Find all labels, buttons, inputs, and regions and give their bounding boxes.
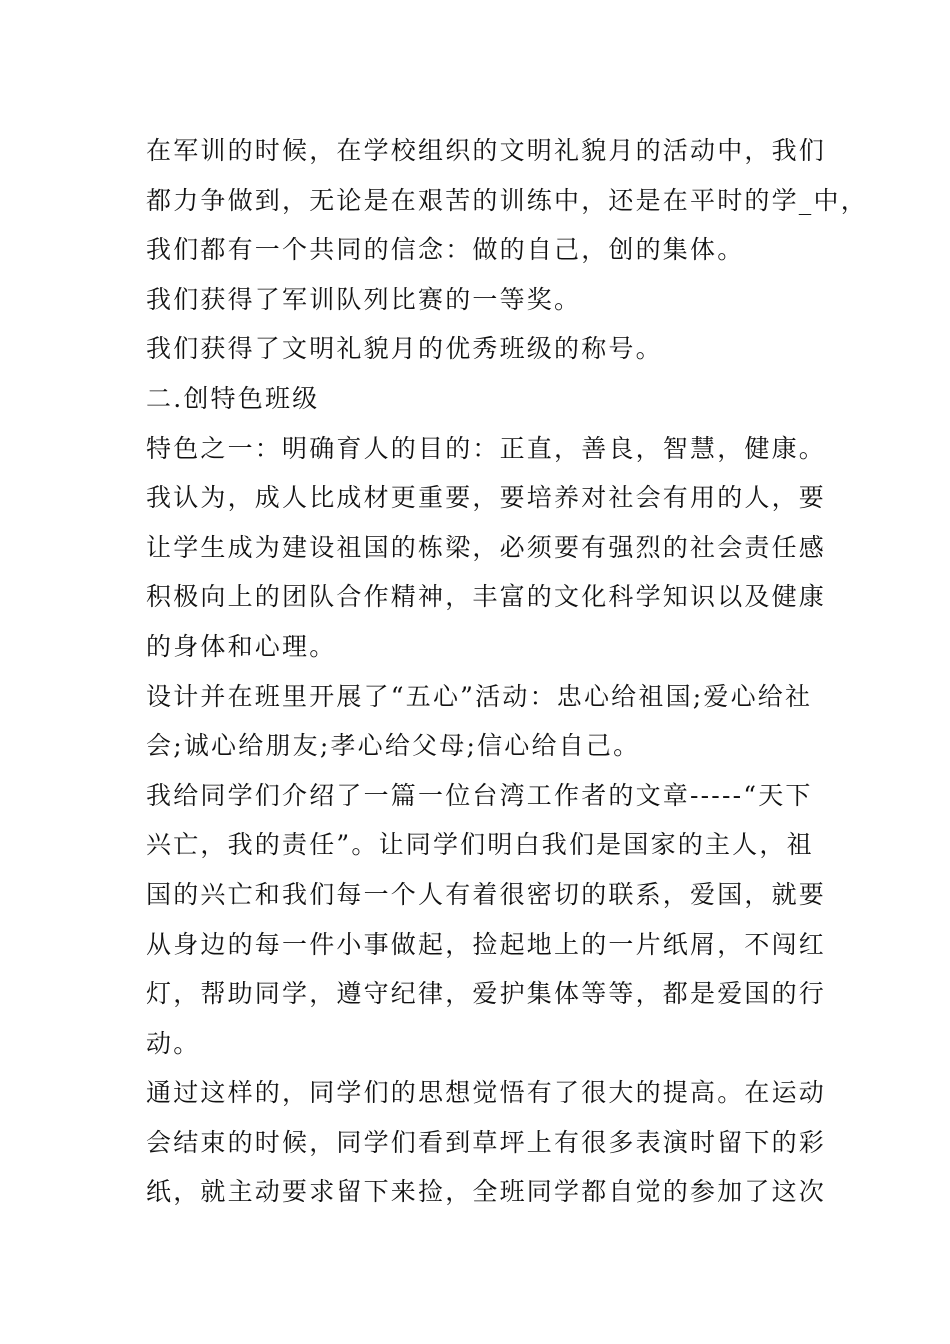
text-line: 纸，就主动要求留下来捡，全班同学都自觉的参加了这次 bbox=[146, 1177, 827, 1207]
text-line: 我们都有一个共同的信念：做的自己，创的集体。 bbox=[146, 235, 745, 265]
document-body bbox=[146, 126, 868, 1217]
text-line: 我认为，成人比成材更重要，要培养对社会有用的人，要 bbox=[146, 483, 827, 513]
text-line: 从身边的每一件小事做起，捡起地上的一片纸屑，不闯红 bbox=[146, 929, 827, 959]
text-line: 动。 bbox=[146, 1028, 201, 1058]
text-line: 会;诚心给朋友;孝心给父母;信心给自己。 bbox=[146, 731, 641, 761]
text-line: 设计并在班里开展了“五心”活动：忠心给祖国;爱心给社 bbox=[146, 681, 813, 711]
text-line: 我给同学们介绍了一篇一位台湾工作者的文章-----“天下 bbox=[146, 780, 813, 810]
text-line: 积极向上的团队合作精神，丰富的文化科学知识以及健康 bbox=[146, 582, 827, 612]
text-line: 的身体和心理。 bbox=[146, 631, 337, 661]
text-line: 国的兴亡和我们每一个人有着很密切的联系，爱国，就要 bbox=[146, 879, 827, 909]
section-heading: 二.创特色班级 bbox=[146, 383, 320, 413]
text-line: 都力争做到，无论是在艰苦的训练中，还是在平时的学_中， bbox=[146, 185, 868, 215]
text-line: 通过这样的，同学们的思想觉悟有了很大的提高。在运动 bbox=[146, 1078, 827, 1108]
text-line: 让学生成为建设祖国的栋梁，必须要有强烈的社会责任感 bbox=[146, 532, 827, 562]
text-line: 我们获得了文明礼貌月的优秀班级的称号。 bbox=[146, 334, 663, 364]
text-line: 特色之一：明确育人的目的：正直，善良，智慧，健康。 bbox=[146, 433, 827, 463]
text-line: 兴亡，我的责任”。让同学们明白我们是国家的主人，祖 bbox=[146, 830, 814, 860]
text-line: 灯，帮助同学，遵守纪律，爱护集体等等，都是爱国的行 bbox=[146, 979, 827, 1009]
text-line: 会结束的时候，同学们看到草坪上有很多表演时留下的彩 bbox=[146, 1127, 827, 1157]
text-line: 在军训的时候，在学校组织的文明礼貌月的活动中，我们 bbox=[146, 136, 827, 165]
text-line: 我们获得了军训队列比赛的一等奖。 bbox=[146, 284, 582, 314]
